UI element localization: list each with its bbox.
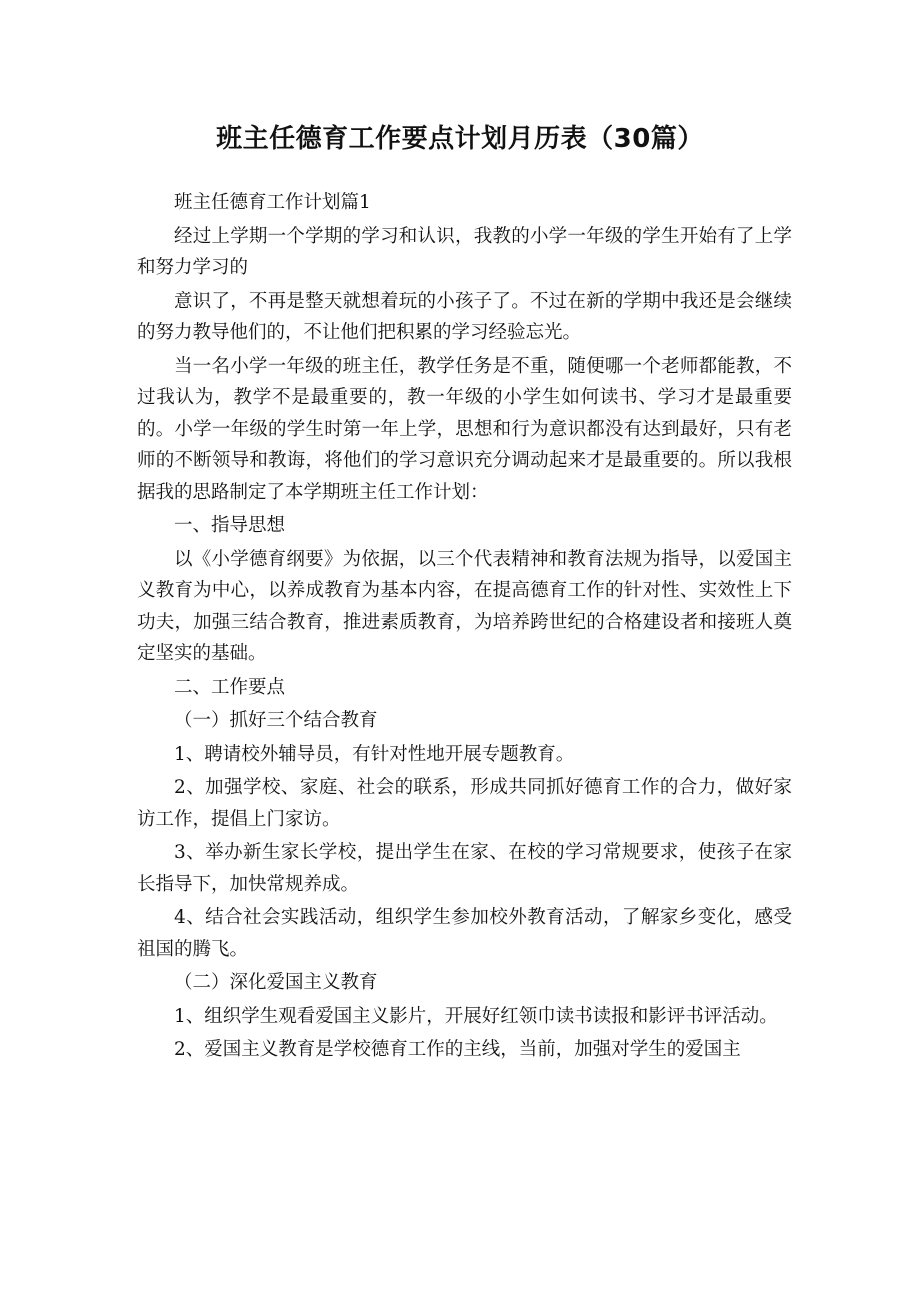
list-item: 1、聘请校外辅导员，有针对性地开展专题教育。 bbox=[174, 743, 575, 765]
list-item: 2、爱国主义教育是学校德育工作的主线，当前，加强对学生的爱国主 bbox=[174, 1039, 741, 1060]
body-paragraph: 意识了，不再是整天就想着玩的小孩子了。不过在新的学期中我还是会继续的努力教导他们的，不让他们把积累的学习经验忘光。 bbox=[137, 290, 792, 343]
subsection-heading: （一）抓好三个结合教育 bbox=[174, 710, 378, 731]
body-paragraph: 以《小学德育纲要》为依据，以三个代表精神和教育法规为指导，以爱国主义教育为中心，以养成教育为基本内容，在提高德育工作的针对性、实效性上下功夫，加强三结合教育，推进素质教育，为培养跨世纪的合格建设者和接班人奠定坚实的基础。 bbox=[137, 548, 792, 664]
list-item: 2、加强学校、家庭、社会的联系，形成共同抓好德育工作的合力，做好家访工作，提倡上门家访。 bbox=[137, 777, 792, 830]
document-title: 班主任德育工作要点计划月历表（30篇） bbox=[216, 124, 704, 154]
subsection-heading: （二）深化爱国主义教育 bbox=[174, 972, 378, 993]
list-item: 3、举办新生家长学校，提出学生在家、在校的学习常规要求，使孩子在家长指导下，加快常规养成。 bbox=[137, 842, 792, 895]
document-body bbox=[137, 187, 792, 1066]
section-heading: 一、指导思想 bbox=[174, 515, 286, 536]
list-item: 4、结合社会实践活动，组织学生参加校外教育活动，了解家乡变化，感受祖国的腾飞。 bbox=[137, 907, 792, 960]
section-heading: 班主任德育工作计划篇1 bbox=[174, 192, 371, 213]
body-paragraph: 经过上学期一个学期的学习和认识，我教的小学一年级的学生开始有了上学和努力学习的 bbox=[137, 225, 792, 278]
section-heading: 二、工作要点 bbox=[174, 676, 286, 698]
list-item: 1、组织学生观看爱国主义影片，开展好红领巾读书读报和影评书评活动。 bbox=[174, 1005, 778, 1027]
body-paragraph: 当一名小学一年级的班主任，教学任务是不重，随便哪一个老师都能教，不过我认为，教学不是最重要的，教一年级的小学生如何读书、学习才是最重要的。小学一年级的学生时第一年上学，思想和行为意识都没有达到最好，只有老师的不断领导和教诲，将他们的学习意识充分调动起来才是最重要的。所以我根据我的思路制定了本学期班主任工作计划： bbox=[137, 355, 792, 503]
